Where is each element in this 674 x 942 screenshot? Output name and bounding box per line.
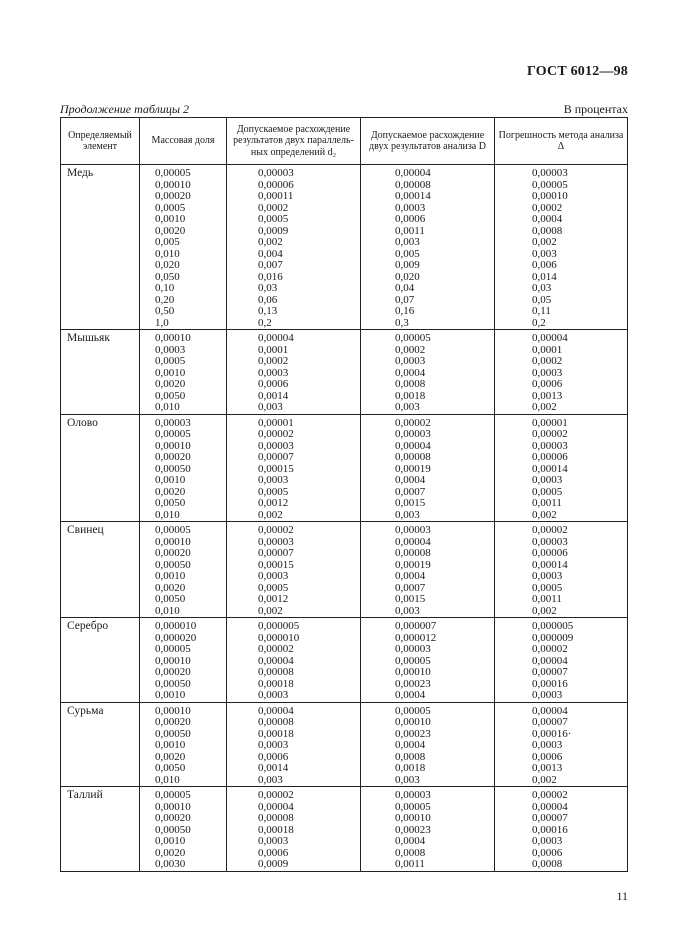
D-value: 0,00023 [395, 823, 431, 836]
mass-fraction: 0,0050 [155, 593, 186, 605]
d2-value-cell [227, 618, 361, 703]
d2-value: 0,0003 [258, 689, 289, 701]
table-caption: Продолжение таблицы 2 [60, 102, 190, 116]
D-value: 0,0007 [395, 485, 426, 498]
D-value: 0,003 [395, 401, 420, 413]
error-value: 0,0002 [532, 201, 563, 214]
error-value: 0,00007 [532, 716, 568, 728]
d2-value: 0,00008 [258, 666, 294, 678]
D-value: 0,00002 [395, 416, 431, 429]
d2-value: 0,00003 [258, 535, 294, 548]
element-name: Олово [61, 414, 140, 522]
mass-fraction: 0,0010 [155, 474, 186, 486]
error-value: 0,0003 [532, 366, 563, 379]
error-value: 0,002 [532, 773, 557, 786]
mass-fraction: 0,00005 [155, 167, 191, 179]
D-value: 0,0006 [395, 213, 426, 225]
D-value: 0,0004 [395, 739, 426, 751]
mass-fraction: 0,00003 [155, 416, 191, 429]
mass-fraction: 0,0010 [155, 689, 186, 701]
D-value: 0,0011 [395, 224, 425, 237]
mass-fraction: 0,0020 [155, 224, 186, 237]
error-value: 0,002 [532, 236, 557, 248]
D-value-cell [361, 522, 495, 618]
d2-value: 0,007 [258, 259, 283, 271]
d2-value: 0,0001 [258, 343, 289, 356]
error-value: 0,0001 [532, 343, 563, 356]
error-value: 0,0013 [532, 762, 563, 774]
error-value: 0,00014 [532, 462, 568, 475]
d2-value: 0,000010 [258, 631, 300, 644]
d2-value: 0,00007 [258, 451, 294, 463]
document-title: ГОСТ 6012—98 [527, 64, 628, 79]
error-value: 0,002 [532, 604, 557, 617]
mass-fraction: 0,000020 [155, 631, 197, 644]
column-header-mass-fraction: Массовая доля [140, 118, 227, 165]
d2-value: 0,00002 [258, 428, 294, 440]
mass-fraction: 0,010 [155, 773, 180, 786]
mass-fraction: 0,00010 [155, 654, 191, 667]
mass-fraction-cell [140, 787, 227, 872]
D-value: 0,00005 [395, 800, 431, 813]
error-value: 0,00002 [532, 524, 568, 536]
error-value: 0,0003 [532, 474, 563, 486]
element-name: Медь [61, 165, 140, 330]
error-value: 0,00004 [532, 332, 568, 344]
D-value: 0,00019 [395, 558, 431, 571]
D-value: 0,0008 [395, 846, 426, 859]
d2-value: 0,00008 [258, 716, 294, 728]
mass-fraction: 0,20 [155, 293, 175, 306]
mass-fraction: 0,0020 [155, 750, 186, 763]
d2-value: 0,03 [258, 282, 278, 294]
d2-value: 0,00004 [258, 800, 294, 813]
mass-fraction: 0,010 [155, 508, 180, 521]
error-value: 0,05 [532, 293, 552, 306]
error-value: 0,0005 [532, 581, 563, 594]
element-name: Таллий [61, 787, 140, 872]
mass-fraction: 0,010 [155, 401, 180, 413]
mass-fraction: 0,00010 [155, 332, 191, 344]
D-value: 0,0007 [395, 581, 426, 594]
error-value: 0,000009 [532, 631, 574, 644]
mass-fraction: 0,000010 [155, 620, 197, 632]
mass-fraction: 0,00020 [155, 547, 191, 559]
error-value: 0,0013 [532, 389, 563, 402]
error-value: 0,00007 [532, 666, 568, 678]
error-value: 0,00007 [532, 812, 568, 824]
d2-value: 0,000005 [258, 620, 300, 632]
d2-value: 0,00015 [258, 558, 294, 571]
D-value: 0,00003 [395, 643, 431, 655]
D-value: 0,00003 [395, 428, 431, 440]
mass-fraction-cell [140, 165, 227, 330]
D-value: 0,0015 [395, 593, 426, 605]
column-header-element: Определяемый элемент [61, 118, 140, 165]
error-value: 0,002 [532, 508, 557, 521]
d2-value: 0,00001 [258, 416, 294, 429]
d2-value: 0,0003 [258, 835, 289, 847]
error-value: 0,006 [532, 259, 557, 271]
mass-fraction: 0,00020 [155, 451, 191, 463]
mass-fraction: 0,00050 [155, 558, 191, 571]
error-value: 0,014 [532, 270, 557, 283]
D-value: 0,00005 [395, 332, 431, 344]
D-value: 0,00010 [395, 666, 431, 678]
column-header-error: Погрешность метода анализа Δ [495, 118, 628, 165]
D-value-cell [361, 414, 495, 522]
element-name: Серебро [61, 618, 140, 703]
error-value: 0,00003 [532, 439, 568, 452]
D-value: 0,00005 [395, 704, 431, 717]
d2-value: 0,002 [258, 604, 283, 617]
column-header-D: Допускаемое расхождение двух результатов анализа D [361, 118, 495, 165]
d2-value: 0,0009 [258, 224, 289, 237]
d2-value: 0,00006 [258, 178, 294, 191]
mass-fraction: 0,0010 [155, 213, 186, 225]
d2-value: 0,13 [258, 305, 278, 317]
error-value: 0,0008 [532, 224, 563, 237]
d2-value: 0,0012 [258, 593, 289, 605]
mass-fraction: 0,0050 [155, 497, 186, 509]
units-note: В процентах [563, 102, 628, 116]
D-value: 0,00004 [395, 167, 431, 179]
error-value: 0,00005 [532, 178, 568, 191]
d2-value: 0,00018 [258, 727, 294, 740]
d2-value: 0,0006 [258, 378, 289, 390]
d2-value: 0,00002 [258, 643, 294, 655]
d2-value: 0,0006 [258, 750, 289, 763]
D-value: 0,00014 [395, 190, 431, 202]
table-row [61, 330, 628, 415]
d2-value: 0,0005 [258, 485, 289, 498]
mass-fraction: 0,00005 [155, 789, 191, 801]
D-value: 0,0004 [395, 474, 426, 486]
error-value: 0,0005 [532, 485, 563, 498]
mass-fraction: 0,020 [155, 259, 180, 271]
D-value: 0,0015 [395, 497, 426, 509]
page-number: 11 [616, 889, 628, 903]
mass-fraction: 0,00020 [155, 190, 191, 202]
mass-fraction: 0,00005 [155, 428, 191, 440]
table-row [61, 414, 628, 522]
mass-fraction: 0,50 [155, 305, 175, 317]
D-value-cell [361, 787, 495, 872]
mass-fraction: 0,0005 [155, 201, 186, 214]
D-value: 0,00010 [395, 716, 431, 728]
D-value: 0,00008 [395, 451, 431, 463]
D-value: 0,000012 [395, 631, 437, 644]
error-value: 0,11 [532, 305, 551, 317]
d2-value: 0,0003 [258, 570, 289, 582]
error-value: 0,00010 [532, 190, 568, 202]
mass-fraction: 0,00020 [155, 716, 191, 728]
D-value: 0,00004 [395, 439, 431, 452]
d2-value: 0,003 [258, 773, 283, 786]
d2-value-cell [227, 330, 361, 415]
d2-value: 0,00004 [258, 332, 294, 344]
d2-value: 0,0003 [258, 739, 289, 751]
D-value: 0,3 [395, 316, 409, 329]
mass-fraction: 0,0010 [155, 366, 186, 379]
error-value: 0,003 [532, 247, 557, 260]
D-value: 0,0008 [395, 378, 426, 390]
error-value: 0,0003 [532, 739, 563, 751]
mass-fraction: 0,0010 [155, 570, 186, 582]
table-body [61, 165, 628, 872]
D-value: 0,16 [395, 305, 415, 317]
d2-value: 0,0002 [258, 201, 289, 214]
d2-value: 0,0009 [258, 858, 289, 870]
mass-fraction: 0,00010 [155, 439, 191, 452]
D-value: 0,00019 [395, 462, 431, 475]
D-value: 0,0018 [395, 389, 426, 402]
error-value: 0,00003 [532, 167, 568, 179]
mass-fraction-cell [140, 702, 227, 787]
D-value: 0,003 [395, 236, 420, 248]
D-value: 0,0004 [395, 835, 426, 847]
d2-value: 0,0002 [258, 355, 289, 367]
d2-value: 0,003 [258, 401, 283, 413]
d2-value: 0,00002 [258, 789, 294, 801]
d2-value-cell [227, 414, 361, 522]
d2-value: 0,0014 [258, 762, 289, 774]
error-value: 0,0006 [532, 750, 563, 763]
d2-value: 0,0014 [258, 389, 289, 402]
D-value: 0,0004 [395, 570, 426, 582]
error-value: 0,00001 [532, 416, 568, 429]
error-value-cell [495, 702, 628, 787]
error-value: 0,2 [532, 316, 546, 329]
d2-value: 0,00003 [258, 167, 294, 179]
D-value: 0,0003 [395, 355, 426, 367]
D-value: 0,04 [395, 282, 415, 294]
mass-fraction: 0,00010 [155, 178, 191, 191]
error-value: 0,00004 [532, 704, 568, 717]
D-value: 0,003 [395, 773, 420, 786]
d2-value: 0,0006 [258, 846, 289, 859]
error-value: 0,0011 [532, 593, 562, 605]
error-value: 0,00014 [532, 558, 568, 571]
error-value-cell [495, 618, 628, 703]
d2-value: 0,0012 [258, 497, 289, 509]
mass-fraction: 0,0020 [155, 846, 186, 859]
table-row [61, 522, 628, 618]
error-value: 0,00004 [532, 654, 568, 667]
D-value: 0,0004 [395, 689, 426, 701]
d2-value-cell [227, 787, 361, 872]
error-value: 0,0003 [532, 570, 563, 582]
mass-fraction-cell [140, 330, 227, 415]
mass-fraction: 0,010 [155, 604, 180, 617]
error-value: 0,00006 [532, 547, 568, 559]
D-value: 0,0018 [395, 762, 426, 774]
error-value-cell [495, 522, 628, 618]
error-value: 0,00016 [532, 823, 568, 836]
mass-fraction: 0,0050 [155, 762, 186, 774]
mass-fraction: 0,00010 [155, 800, 191, 813]
d2-value: 0,00008 [258, 812, 294, 824]
D-value: 0,00008 [395, 178, 431, 191]
error-value: 0,00003 [532, 535, 568, 548]
D-value: 0,00023 [395, 677, 431, 690]
mass-fraction: 0,0010 [155, 739, 186, 751]
d2-value: 0,00011 [258, 190, 294, 202]
error-value: 0,00016 [532, 677, 568, 690]
table-row [61, 165, 628, 330]
D-value: 0,00023 [395, 727, 431, 740]
mass-fraction: 0,0005 [155, 355, 186, 367]
mass-fraction: 0,0020 [155, 581, 186, 594]
d2-value: 0,00018 [258, 823, 294, 836]
D-value: 0,00010 [395, 812, 431, 824]
mass-fraction: 0,0030 [155, 858, 186, 870]
D-value-cell [361, 330, 495, 415]
error-value: 0,03 [532, 282, 552, 294]
mass-fraction: 0,00050 [155, 462, 191, 475]
d2-value: 0,00004 [258, 704, 294, 717]
d2-value-cell [227, 702, 361, 787]
D-value: 0,0008 [395, 750, 426, 763]
d2-value: 0,0005 [258, 581, 289, 594]
error-value: 0,002 [532, 401, 557, 413]
data-table [60, 117, 628, 872]
d2-value: 0,00018 [258, 677, 294, 690]
mass-fraction-cell [140, 414, 227, 522]
error-value: 0,000005 [532, 620, 574, 632]
D-value-cell [361, 702, 495, 787]
d2-value: 0,00002 [258, 524, 294, 536]
error-value: 0,0003 [532, 835, 563, 847]
D-value: 0,00003 [395, 789, 431, 801]
mass-fraction: 0,0050 [155, 389, 186, 402]
mass-fraction: 0,10 [155, 282, 175, 294]
D-value: 0,00003 [395, 524, 431, 536]
d2-value: 0,016 [258, 270, 283, 283]
mass-fraction: 0,0020 [155, 378, 186, 390]
mass-fraction: 0,00050 [155, 677, 191, 690]
mass-fraction: 0,00005 [155, 524, 191, 536]
D-value: 0,0004 [395, 366, 426, 379]
error-value: 0,0003 [532, 689, 563, 701]
d2-value: 0,06 [258, 293, 278, 306]
D-value: 0,003 [395, 604, 420, 617]
error-value: 0,0006 [532, 378, 563, 390]
error-value-cell [495, 787, 628, 872]
error-value: 0,00006 [532, 451, 568, 463]
mass-fraction: 0,0003 [155, 343, 186, 356]
D-value: 0,005 [395, 247, 420, 260]
mass-fraction: 0,00050 [155, 727, 191, 740]
column-header-d2: Допускаемое расхождение результатов двух параллель-ных определений d₂ [227, 118, 361, 165]
error-value: 0,00002 [532, 789, 568, 801]
d2-value: 0,0005 [258, 213, 289, 225]
D-value: 0,00008 [395, 547, 431, 559]
error-value: 0,00002 [532, 428, 568, 440]
error-value-cell [495, 414, 628, 522]
d2-value-cell [227, 165, 361, 330]
D-value: 0,020 [395, 270, 420, 283]
D-value: 0,0002 [395, 343, 426, 356]
mass-fraction: 0,005 [155, 236, 180, 248]
d2-value: 0,002 [258, 236, 283, 248]
D-value: 0,0003 [395, 201, 426, 214]
d2-value: 0,0003 [258, 366, 289, 379]
D-value: 0,00005 [395, 654, 431, 667]
d2-value: 0,004 [258, 247, 283, 260]
mass-fraction-cell [140, 522, 227, 618]
d2-value: 0,2 [258, 316, 272, 329]
d2-value: 0,00007 [258, 547, 294, 559]
D-value: 0,00004 [395, 535, 431, 548]
mass-fraction: 1,0 [155, 316, 169, 329]
D-value-cell [361, 618, 495, 703]
error-value: 0,00004 [532, 800, 568, 813]
table-row [61, 618, 628, 703]
element-name: Свинец [61, 522, 140, 618]
mass-fraction: 0,00005 [155, 643, 191, 655]
D-value-cell [361, 165, 495, 330]
mass-fraction-cell [140, 618, 227, 703]
error-value: 0,00016· [532, 727, 572, 740]
element-name: Мышьяк [61, 330, 140, 415]
d2-value-cell [227, 522, 361, 618]
error-value: 0,00002 [532, 643, 568, 655]
error-value: 0,0011 [532, 497, 562, 509]
D-value: 0,000007 [395, 620, 437, 632]
mass-fraction: 0,0010 [155, 835, 186, 847]
D-value: 0,009 [395, 259, 420, 271]
error-value: 0,0006 [532, 846, 563, 859]
mass-fraction: 0,00010 [155, 704, 191, 717]
mass-fraction: 0,00020 [155, 812, 191, 824]
error-value: 0,0008 [532, 858, 563, 870]
mass-fraction: 0,00050 [155, 823, 191, 836]
mass-fraction: 0,050 [155, 270, 180, 283]
d2-value: 0,00004 [258, 654, 294, 667]
mass-fraction: 0,00020 [155, 666, 191, 678]
table-row [61, 787, 628, 872]
table-row [61, 702, 628, 787]
d2-value: 0,00003 [258, 439, 294, 452]
mass-fraction: 0,0020 [155, 485, 186, 498]
mass-fraction: 0,010 [155, 247, 180, 260]
D-value: 0,003 [395, 508, 420, 521]
error-value-cell [495, 165, 628, 330]
d2-value: 0,00015 [258, 462, 294, 475]
table-header-row [61, 118, 628, 165]
d2-value: 0,002 [258, 508, 283, 521]
error-value-cell [495, 330, 628, 415]
element-name: Сурьма [61, 702, 140, 787]
D-value: 0,07 [395, 293, 415, 306]
mass-fraction: 0,00010 [155, 535, 191, 548]
error-value: 0,0002 [532, 355, 563, 367]
D-value: 0,0011 [395, 858, 425, 870]
error-value: 0,0004 [532, 213, 563, 225]
d2-value: 0,0003 [258, 474, 289, 486]
